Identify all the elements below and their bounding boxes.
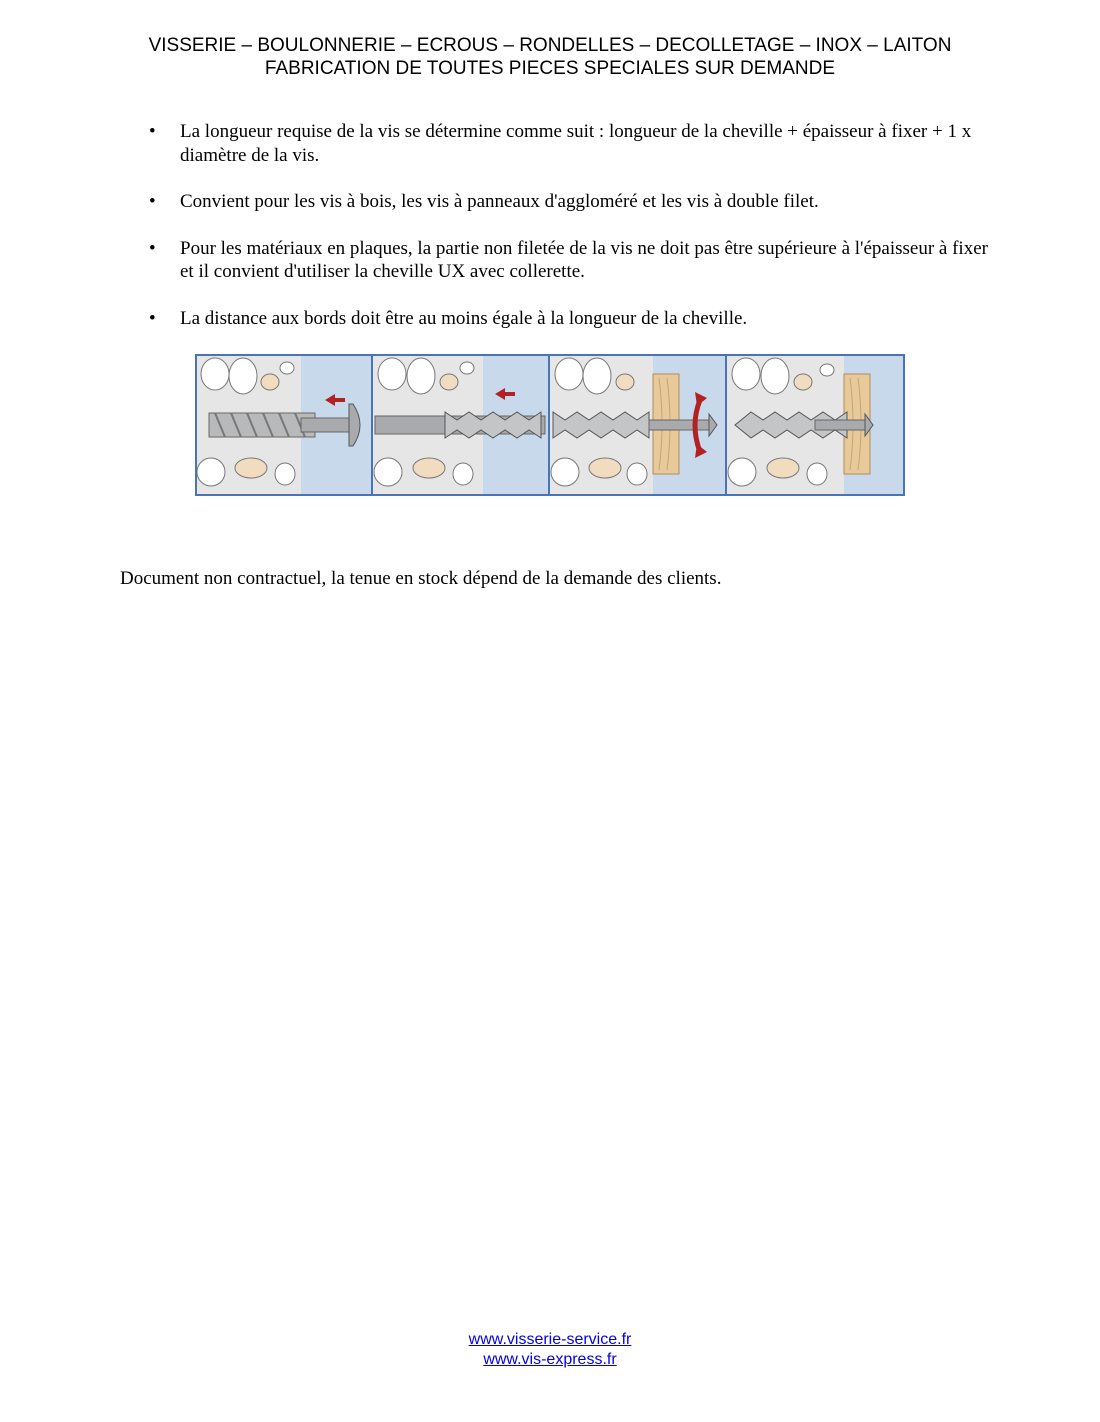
list-item-text: Convient pour les vis à bois, les vis à panneaux d'aggloméré et les vis à double filet. xyxy=(180,191,819,212)
page-header xyxy=(0,34,1100,80)
bullet-marker: • xyxy=(149,121,156,142)
list-item xyxy=(120,237,990,284)
footer-link-vis-express[interactable]: www.vis-express.fr xyxy=(483,1351,617,1368)
list-item xyxy=(120,190,990,214)
page-footer xyxy=(0,1330,1100,1370)
installation-diagram-svg xyxy=(195,354,905,496)
disclaimer-text: Document non contractuel, la tenue en stock dépend de la demande des clients. xyxy=(120,568,722,589)
panel-screw-step xyxy=(549,354,726,496)
list-item-text: La longueur requise de la vis se détermine comme suit : longueur de la cheville + épaisseur à fixer + 1 x diamètre de la vis. xyxy=(180,121,972,166)
list-item xyxy=(120,307,990,331)
bullet-marker: • xyxy=(149,307,156,329)
panel-insert-plug-step xyxy=(372,354,549,496)
panel-fixed-step xyxy=(726,354,905,496)
list-item-text: Pour les matériaux en plaques, la partie non filetée de la vis ne doit pas être supérieure à l'épaisseur à fixer et il convient d'utiliser la cheville UX avec collerette. xyxy=(180,237,988,282)
header-line-1: VISSERIE – BOULONNERIE – ECROUS – RONDELLES – DECOLLETAGE – INOX – LAITON xyxy=(148,35,952,56)
footer-link-visserie-service[interactable]: www.visserie-service.fr xyxy=(468,1331,632,1348)
list-item-text: La distance aux bords doit être au moins égale à la longueur de la cheville. xyxy=(180,307,748,329)
bullet-list xyxy=(120,120,990,353)
installation-diagram xyxy=(195,354,905,496)
header-line-2: FABRICATION DE TOUTES PIECES SPECIALES SUR DEMANDE xyxy=(264,58,836,79)
bullet-marker: • xyxy=(149,237,156,259)
bullet-marker: • xyxy=(149,191,156,212)
panel-drill-step xyxy=(195,354,372,496)
list-item xyxy=(120,120,990,167)
